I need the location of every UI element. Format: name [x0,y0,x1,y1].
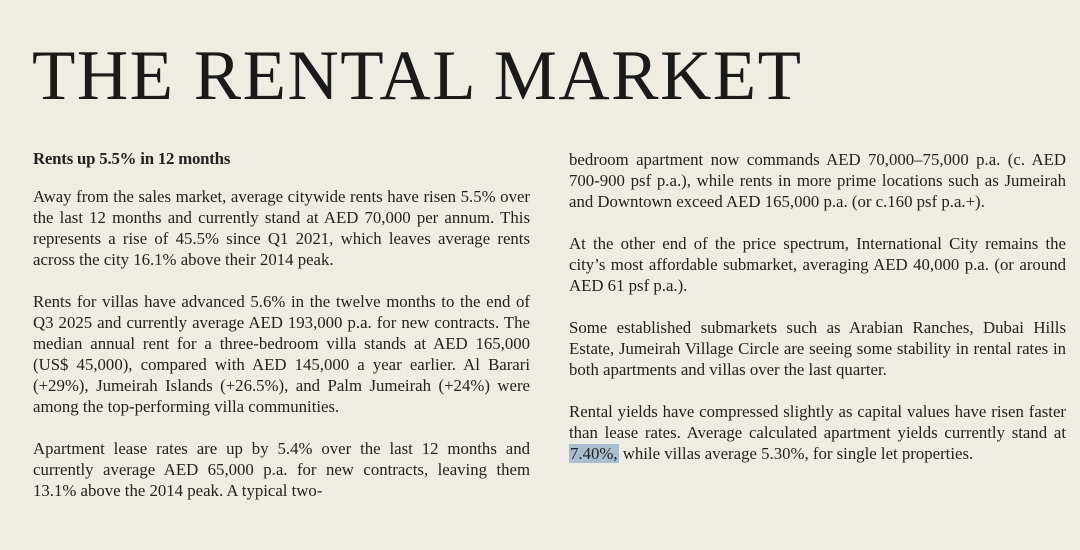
paragraph-international-city[interactable]: At the other end of the price spectrum, International City remains the city’s most affordable submarket, averaging AED 40,000 p.a. (or around AED 61 psf p.a.). [569,234,1066,295]
section-heading: Rents up 5.5% in 12 months [33,149,231,168]
page-title: THE RENTAL MARKET [32,37,803,115]
right-column [569,149,1066,485]
paragraph-rental-yields[interactable] [569,401,1066,464]
yields-text-after[interactable]: while villas average 5.30%, for single let properties. [618,444,974,463]
yields-text-before[interactable]: Rental yields have compressed slightly as capital values have risen faster than lease rates. Average calculated apartment yields currently stand at [569,402,1066,442]
selected-text-highlight[interactable]: 7.40%, [570,444,618,463]
paragraph-apartment-continued[interactable]: bedroom apartment now commands AED 70,000–75,000 p.a. (c. AED 700-900 psf p.a.), while rents in more prime locations such as Jumeirah and Downtown exceed AED 165,000 p.a. (or c.160 psf p.a.+). [569,150,1066,211]
paragraph-apartment-rents[interactable]: Apartment lease rates are up by 5.4% over the last 12 months and currently average AED 65,000 p.a. for new contracts, leaving them 13.1% above the 2014 peak. A typical two- [33,439,530,500]
left-column [33,148,530,522]
paragraph-submarket-stability[interactable]: Some established submarkets such as Arabian Ranches, Dubai Hills Estate, Jumeirah Village Circle are seeing some stability in rental rates in both apartments and villas over the last quarter. [569,318,1066,379]
paragraph-citywide-rents[interactable]: Away from the sales market, average citywide rents have risen 5.5% over the last 12 months and currently stand at AED 70,000 per annum. This represents a rise of 45.5% since Q1 2021, which leaves average rents across the city 16.1% above their 2014 peak. [33,187,530,269]
paragraph-villa-rents[interactable]: Rents for villas have advanced 5.6% in the twelve months to the end of Q3 2025 and currently average AED 193,000 p.a. for new contracts. The median annual rent for a three-bedroom villa stands at AED 165,000 (US$ 45,000), compared with AED 145,000 a year earlier. Al Barari (+29%), Jumeirah Islands (+26.5%), and Palm Jumeirah (+24%) were among the top-performing villa communities. [33,292,530,416]
